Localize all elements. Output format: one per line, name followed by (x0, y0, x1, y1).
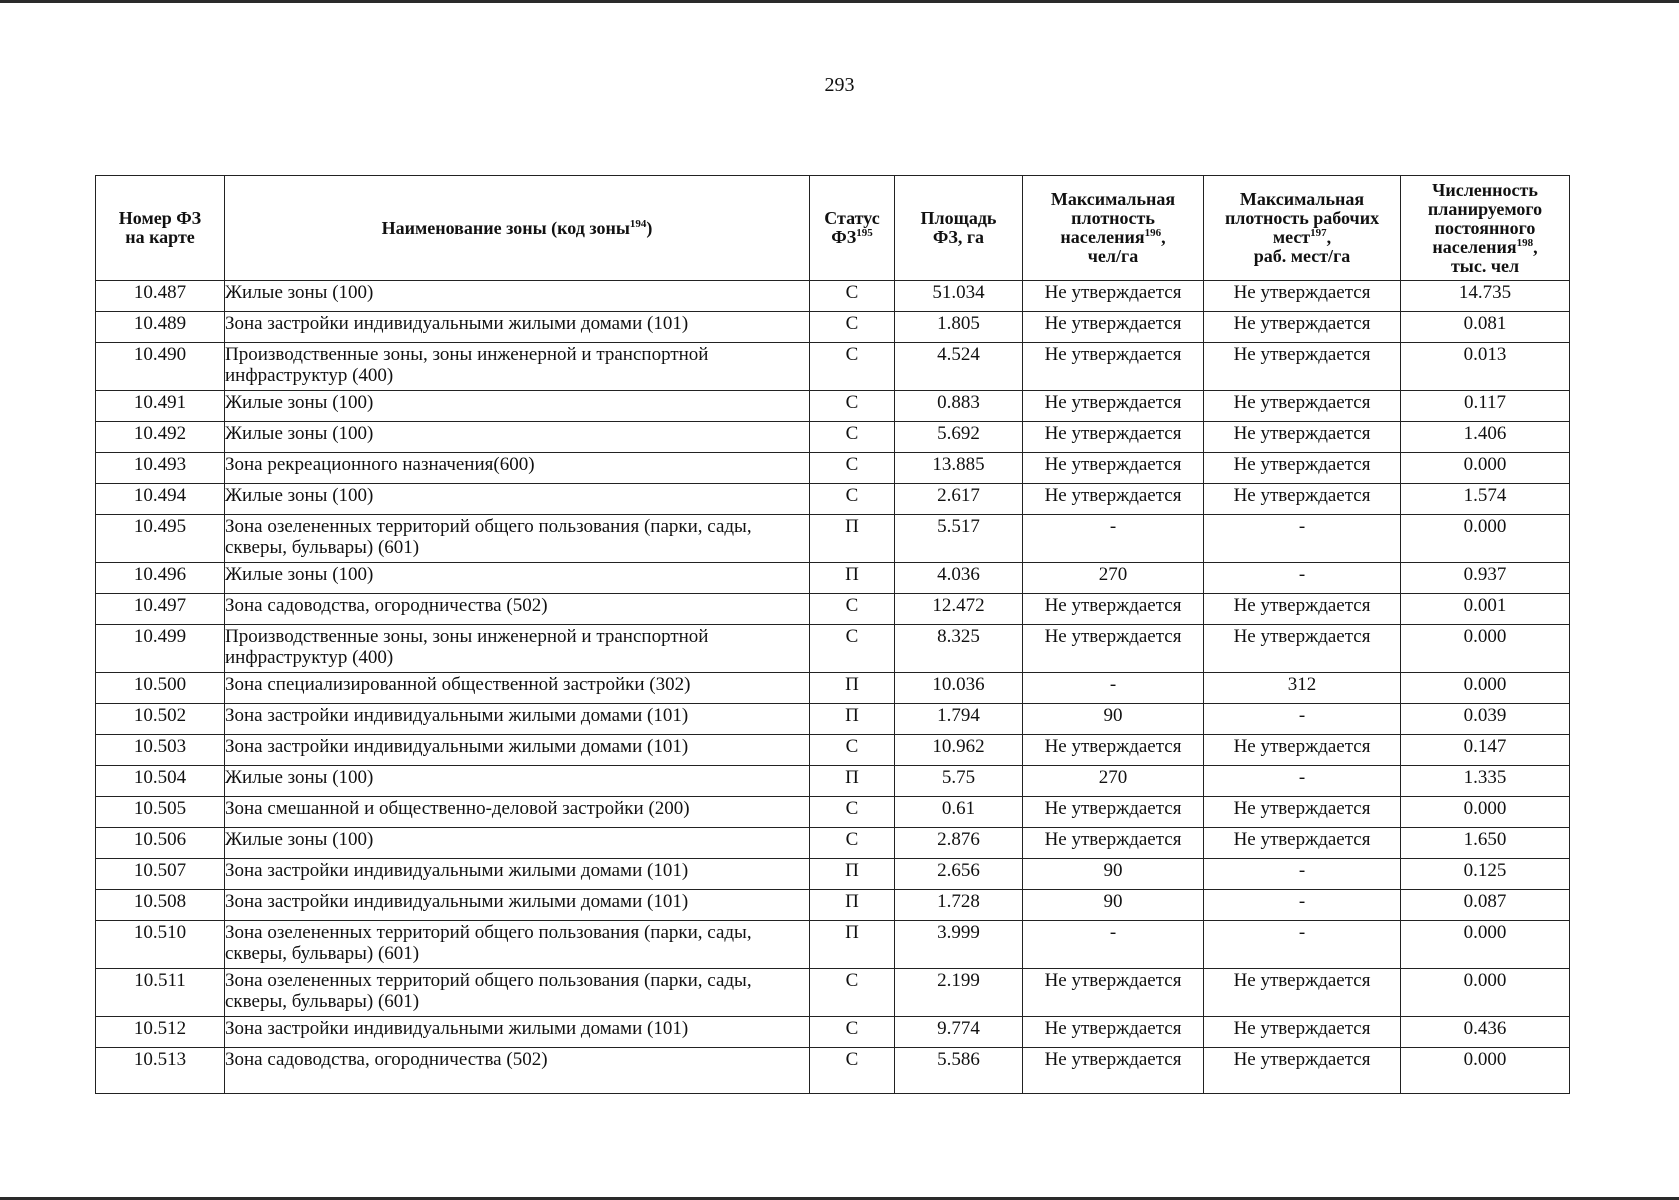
cell-job-density: Не утверждается (1204, 828, 1401, 859)
cell-status: С (810, 828, 895, 859)
cell-planned-population: 0.000 (1401, 921, 1570, 969)
cell-population-density: 270 (1023, 766, 1204, 797)
cell-population-density: Не утверждается (1023, 1017, 1204, 1048)
table-row (96, 704, 1570, 735)
cell-zone-number: 10.512 (96, 1017, 225, 1048)
cell-zone-number: 10.508 (96, 890, 225, 921)
cell-planned-population: 0.001 (1401, 594, 1570, 625)
cell-planned-population: 0.000 (1401, 797, 1570, 828)
cell-status: П (810, 673, 895, 704)
cell-zone-name: Жилые зоны (100) (225, 484, 810, 515)
table-row (96, 453, 1570, 484)
cell-area: 13.885 (895, 453, 1023, 484)
cell-area: 2.876 (895, 828, 1023, 859)
header-zone-name: Наименование зоны (код зоны$^{194}$) (225, 176, 810, 281)
cell-job-density: - (1204, 515, 1401, 563)
cell-job-density: Не утверждается (1204, 422, 1401, 453)
cell-status: П (810, 766, 895, 797)
cell-planned-population: 0.000 (1401, 673, 1570, 704)
cell-status: С (810, 391, 895, 422)
cell-zone-name: Зона застройки индивидуальными жилыми домами (101) (225, 890, 810, 921)
table-row (96, 890, 1570, 921)
cell-population-density: Не утверждается (1023, 594, 1204, 625)
cell-status: С (810, 312, 895, 343)
cell-planned-population: 1.650 (1401, 828, 1570, 859)
cell-job-density: Не утверждается (1204, 1017, 1401, 1048)
cell-area: 1.728 (895, 890, 1023, 921)
cell-zone-number: 10.503 (96, 735, 225, 766)
cell-status: П (810, 859, 895, 890)
cell-population-density: Не утверждается (1023, 484, 1204, 515)
cell-zone-number: 10.494 (96, 484, 225, 515)
cell-area: 3.999 (895, 921, 1023, 969)
cell-zone-name: Зона садоводства, огородничества (502) (225, 1048, 810, 1094)
cell-area: 1.794 (895, 704, 1023, 735)
cell-zone-name: Зона рекреационного назначения(600) (225, 453, 810, 484)
header-status: Статус ФЗ$^{195}$ (810, 176, 895, 281)
cell-zone-number: 10.496 (96, 563, 225, 594)
cell-planned-population: 0.125 (1401, 859, 1570, 890)
cell-zone-name: Зона озелененных территорий общего пользования (парки, сады, скверы, бульвары) (601) (225, 515, 810, 563)
cell-area: 10.036 (895, 673, 1023, 704)
cell-planned-population: 0.117 (1401, 391, 1570, 422)
cell-status: С (810, 422, 895, 453)
cell-area: 5.75 (895, 766, 1023, 797)
cell-job-density: 312 (1204, 673, 1401, 704)
cell-job-density: Не утверждается (1204, 625, 1401, 673)
cell-zone-number: 10.513 (96, 1048, 225, 1094)
zones-table (95, 175, 1570, 1094)
cell-population-density: Не утверждается (1023, 625, 1204, 673)
cell-status: С (810, 594, 895, 625)
cell-zone-name: Зона застройки индивидуальными жилыми домами (101) (225, 1017, 810, 1048)
cell-zone-name: Зона садоводства, огородничества (502) (225, 594, 810, 625)
cell-zone-number: 10.504 (96, 766, 225, 797)
cell-planned-population: 0.087 (1401, 890, 1570, 921)
header-planned-population: Численность планируемого постоянного населения$^{198}$, тыс. чел (1401, 176, 1570, 281)
cell-status: С (810, 797, 895, 828)
cell-zone-name: Жилые зоны (100) (225, 563, 810, 594)
cell-zone-number: 10.511 (96, 969, 225, 1017)
cell-job-density: - (1204, 890, 1401, 921)
cell-planned-population: 0.000 (1401, 453, 1570, 484)
cell-population-density: - (1023, 673, 1204, 704)
cell-planned-population: 0.147 (1401, 735, 1570, 766)
cell-area: 2.199 (895, 969, 1023, 1017)
cell-area: 2.617 (895, 484, 1023, 515)
cell-area: 0.61 (895, 797, 1023, 828)
cell-status: С (810, 343, 895, 391)
cell-zone-name: Производственные зоны, зоны инженерной и транспортной инфраструктур (400) (225, 625, 810, 673)
cell-area: 5.517 (895, 515, 1023, 563)
cell-planned-population: 1.406 (1401, 422, 1570, 453)
table-row (96, 563, 1570, 594)
table-row (96, 735, 1570, 766)
cell-zone-name: Зона застройки индивидуальными жилыми домами (101) (225, 312, 810, 343)
header-zone-number: Номер ФЗ на карте (96, 176, 225, 281)
cell-planned-population: 0.000 (1401, 515, 1570, 563)
header-job-density: Максимальная плотность рабочих мест$^{197}$, раб. мест/га (1204, 176, 1401, 281)
cell-population-density: Не утверждается (1023, 343, 1204, 391)
table-row (96, 673, 1570, 704)
cell-population-density: 90 (1023, 859, 1204, 890)
cell-area: 2.656 (895, 859, 1023, 890)
cell-job-density: - (1204, 921, 1401, 969)
cell-job-density: Не утверждается (1204, 281, 1401, 312)
table-header-row (96, 176, 1570, 281)
cell-planned-population: 14.735 (1401, 281, 1570, 312)
header-population-density: Максимальная плотность населения$^{196}$, чел/га (1023, 176, 1204, 281)
cell-planned-population: 0.937 (1401, 563, 1570, 594)
cell-job-density: Не утверждается (1204, 343, 1401, 391)
cell-status: С (810, 453, 895, 484)
cell-status: П (810, 515, 895, 563)
cell-zone-name: Жилые зоны (100) (225, 281, 810, 312)
cell-area: 4.036 (895, 563, 1023, 594)
cell-population-density: Не утверждается (1023, 969, 1204, 1017)
cell-status: С (810, 484, 895, 515)
cell-zone-number: 10.490 (96, 343, 225, 391)
cell-zone-number: 10.493 (96, 453, 225, 484)
cell-job-density: Не утверждается (1204, 969, 1401, 1017)
cell-status: С (810, 969, 895, 1017)
cell-planned-population: 0.000 (1401, 1048, 1570, 1094)
cell-status: С (810, 1048, 895, 1094)
cell-area: 8.325 (895, 625, 1023, 673)
cell-population-density: Не утверждается (1023, 797, 1204, 828)
cell-area: 12.472 (895, 594, 1023, 625)
cell-area: 5.586 (895, 1048, 1023, 1094)
cell-area: 1.805 (895, 312, 1023, 343)
cell-zone-name: Зона специализированной общественной застройки (302) (225, 673, 810, 704)
table-row (96, 828, 1570, 859)
cell-population-density: Не утверждается (1023, 828, 1204, 859)
table-row (96, 1048, 1570, 1094)
cell-zone-number: 10.507 (96, 859, 225, 890)
cell-job-density: Не утверждается (1204, 1048, 1401, 1094)
cell-planned-population: 0.000 (1401, 969, 1570, 1017)
table-row (96, 343, 1570, 391)
cell-zone-name: Зона застройки индивидуальными жилыми домами (101) (225, 735, 810, 766)
cell-zone-name: Жилые зоны (100) (225, 391, 810, 422)
table-row (96, 484, 1570, 515)
cell-zone-number: 10.491 (96, 391, 225, 422)
cell-status: П (810, 704, 895, 735)
cell-zone-name: Жилые зоны (100) (225, 828, 810, 859)
cell-zone-name: Жилые зоны (100) (225, 422, 810, 453)
cell-zone-name: Зона озелененных территорий общего пользования (парки, сады, скверы, бульвары) (601) (225, 921, 810, 969)
cell-job-density: - (1204, 859, 1401, 890)
cell-zone-number: 10.510 (96, 921, 225, 969)
cell-zone-number: 10.489 (96, 312, 225, 343)
cell-job-density: Не утверждается (1204, 391, 1401, 422)
cell-population-density: Не утверждается (1023, 391, 1204, 422)
cell-status: С (810, 735, 895, 766)
cell-planned-population: 1.574 (1401, 484, 1570, 515)
cell-area: 9.774 (895, 1017, 1023, 1048)
table-row (96, 766, 1570, 797)
cell-population-density: 90 (1023, 704, 1204, 735)
cell-zone-name: Производственные зоны, зоны инженерной и транспортной инфраструктур (400) (225, 343, 810, 391)
cell-status: П (810, 563, 895, 594)
table-row (96, 921, 1570, 969)
table-row (96, 969, 1570, 1017)
cell-status: П (810, 890, 895, 921)
cell-population-density: - (1023, 515, 1204, 563)
cell-zone-number: 10.487 (96, 281, 225, 312)
cell-zone-number: 10.502 (96, 704, 225, 735)
cell-population-density: Не утверждается (1023, 1048, 1204, 1094)
cell-planned-population: 0.000 (1401, 625, 1570, 673)
cell-job-density: Не утверждается (1204, 797, 1401, 828)
cell-job-density: - (1204, 563, 1401, 594)
table-row (96, 281, 1570, 312)
cell-planned-population: 1.335 (1401, 766, 1570, 797)
cell-population-density: Не утверждается (1023, 422, 1204, 453)
table-row (96, 422, 1570, 453)
cell-zone-number: 10.500 (96, 673, 225, 704)
cell-zone-number: 10.499 (96, 625, 225, 673)
cell-zone-number: 10.505 (96, 797, 225, 828)
cell-zone-name: Жилые зоны (100) (225, 766, 810, 797)
cell-zone-number: 10.495 (96, 515, 225, 563)
cell-job-density: Не утверждается (1204, 594, 1401, 625)
cell-status: С (810, 625, 895, 673)
cell-area: 4.524 (895, 343, 1023, 391)
cell-job-density: Не утверждается (1204, 735, 1401, 766)
cell-planned-population: 0.039 (1401, 704, 1570, 735)
cell-job-density: Не утверждается (1204, 484, 1401, 515)
table-row (96, 515, 1570, 563)
cell-population-density: 270 (1023, 563, 1204, 594)
cell-zone-number: 10.492 (96, 422, 225, 453)
table-row (96, 1017, 1570, 1048)
cell-planned-population: 0.081 (1401, 312, 1570, 343)
cell-zone-name: Зона озелененных территорий общего пользования (парки, сады, скверы, бульвары) (601) (225, 969, 810, 1017)
cell-job-density: - (1204, 766, 1401, 797)
cell-status: С (810, 1017, 895, 1048)
table-row (96, 391, 1570, 422)
cell-area: 0.883 (895, 391, 1023, 422)
cell-zone-number: 10.506 (96, 828, 225, 859)
cell-zone-name: Зона смешанной и общественно-деловой застройки (200) (225, 797, 810, 828)
cell-zone-name: Зона застройки индивидуальными жилыми домами (101) (225, 704, 810, 735)
table-row (96, 594, 1570, 625)
table-row (96, 312, 1570, 343)
cell-status: С (810, 281, 895, 312)
cell-zone-name: Зона застройки индивидуальными жилыми домами (101) (225, 859, 810, 890)
cell-population-density: Не утверждается (1023, 281, 1204, 312)
table-row (96, 625, 1570, 673)
cell-population-density: Не утверждается (1023, 735, 1204, 766)
table-row (96, 859, 1570, 890)
cell-status: П (810, 921, 895, 969)
header-area: Площадь ФЗ, га (895, 176, 1023, 281)
cell-population-density: 90 (1023, 890, 1204, 921)
cell-population-density: Не утверждается (1023, 312, 1204, 343)
cell-planned-population: 0.436 (1401, 1017, 1570, 1048)
cell-area: 5.692 (895, 422, 1023, 453)
cell-zone-number: 10.497 (96, 594, 225, 625)
scan-edge-top (0, 0, 1679, 3)
cell-job-density: Не утверждается (1204, 453, 1401, 484)
cell-area: 51.034 (895, 281, 1023, 312)
cell-area: 10.962 (895, 735, 1023, 766)
table-row (96, 797, 1570, 828)
cell-population-density: - (1023, 921, 1204, 969)
cell-job-density: Не утверждается (1204, 312, 1401, 343)
cell-population-density: Не утверждается (1023, 453, 1204, 484)
page-number: 293 (824, 74, 855, 96)
cell-job-density: - (1204, 704, 1401, 735)
cell-planned-population: 0.013 (1401, 343, 1570, 391)
